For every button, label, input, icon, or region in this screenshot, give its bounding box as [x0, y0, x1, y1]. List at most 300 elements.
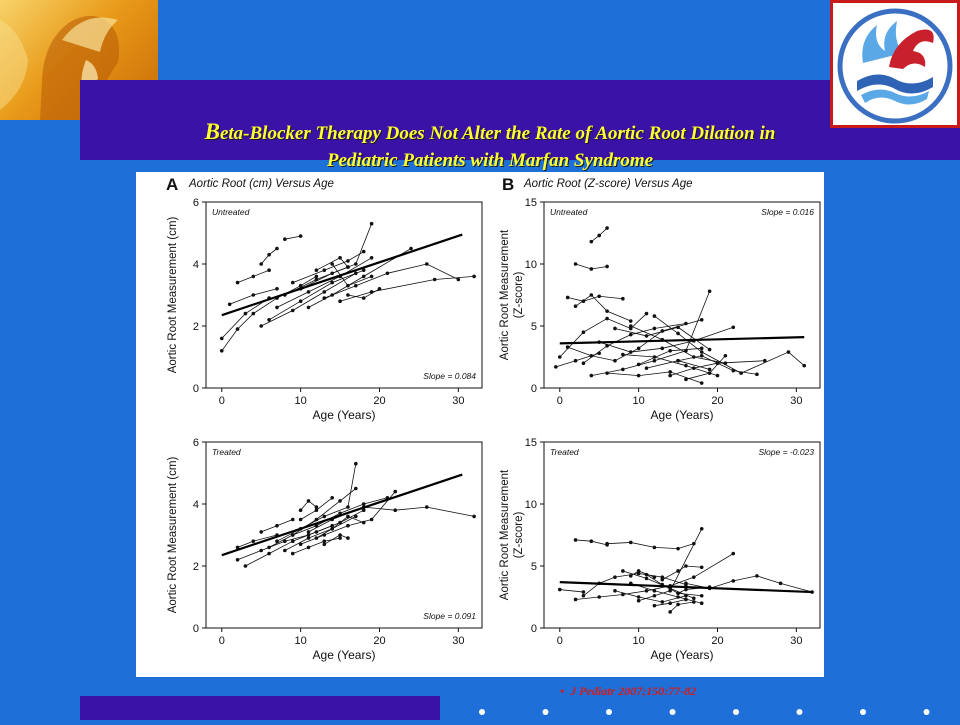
data-point [613, 589, 617, 593]
data-point [307, 530, 311, 534]
data-point [299, 543, 303, 547]
y-tick-label: 2 [192, 321, 199, 333]
x-tick-label: 20 [711, 395, 724, 407]
data-point [362, 521, 366, 525]
data-point [299, 518, 303, 522]
data-point [315, 536, 319, 540]
citation-bullet: • [560, 684, 565, 698]
subject-line [285, 236, 301, 239]
data-point [267, 268, 271, 272]
data-point [716, 374, 720, 378]
data-point [637, 347, 641, 351]
data-point [660, 578, 664, 582]
data-point [307, 290, 311, 294]
data-point [645, 577, 649, 581]
subject-line [607, 372, 702, 383]
x-axis-label: Age (Years) [650, 648, 714, 662]
data-point [370, 256, 374, 260]
data-point [700, 354, 704, 358]
data-point [259, 262, 263, 266]
data-point [299, 299, 303, 303]
subject-line [277, 464, 356, 542]
data-point [307, 536, 311, 540]
chart-1 [167, 197, 482, 422]
data-point [582, 590, 586, 594]
panel-letter-b: B [502, 175, 515, 194]
data-point [653, 327, 657, 331]
data-point [676, 603, 680, 607]
slope-annotation: Slope = 0.091 [423, 611, 476, 621]
panel-a-title: Aortic Root (cm) Versus Age [189, 178, 334, 190]
data-point [291, 533, 295, 537]
group-label: Treated [212, 447, 241, 457]
data-point [629, 324, 633, 328]
data-point [354, 262, 358, 266]
data-point [330, 262, 334, 266]
y-tick-label: 0 [192, 623, 199, 635]
flame-wave-emblem-icon [833, 3, 957, 125]
data-point [338, 533, 342, 537]
data-point [236, 558, 240, 562]
data-point [330, 272, 334, 276]
x-tick-label: 0 [218, 395, 225, 407]
data-point [244, 564, 248, 568]
data-point [763, 359, 767, 363]
data-point [275, 287, 279, 291]
data-point [684, 378, 688, 382]
data-point [597, 595, 601, 599]
data-point [220, 349, 224, 353]
data-point [378, 287, 382, 291]
data-point [315, 508, 319, 512]
x-axis-label: Age (Years) [312, 648, 376, 662]
y-tick-label: 2 [192, 561, 199, 573]
data-point [590, 539, 594, 543]
data-point [346, 259, 350, 263]
data-point [236, 327, 240, 331]
data-point [684, 582, 688, 586]
data-point [637, 374, 641, 378]
y-tick-label: 0 [530, 623, 537, 635]
data-point [653, 359, 657, 363]
decorative-dot [606, 709, 612, 715]
data-point [252, 312, 256, 316]
x-tick-label: 30 [790, 395, 803, 407]
data-point [259, 324, 263, 328]
data-point [299, 508, 303, 512]
subject-line [662, 566, 701, 580]
data-point [621, 569, 625, 573]
decorative-dot [860, 709, 866, 715]
data-point [700, 527, 704, 531]
subject-line [245, 510, 363, 566]
data-point [668, 601, 672, 605]
data-point [645, 334, 649, 338]
x-tick-label: 0 [218, 635, 225, 647]
decorative-dot [543, 709, 549, 715]
plot-frame [206, 202, 482, 388]
data-point [393, 490, 397, 494]
data-point [684, 364, 688, 368]
data-point [346, 265, 350, 269]
data-point [574, 359, 578, 363]
data-point [291, 281, 295, 285]
data-point [605, 309, 609, 313]
bottom-band [80, 696, 440, 720]
data-point [629, 333, 633, 337]
group-label: Untreated [550, 207, 588, 217]
y-tick-label: 10 [524, 499, 537, 511]
data-point [346, 515, 350, 519]
slide-title-initial: B [204, 119, 220, 144]
data-point [370, 275, 374, 279]
figure-panel [136, 172, 824, 677]
x-tick-label: 30 [452, 635, 465, 647]
data-point [322, 290, 326, 294]
x-tick-label: 0 [556, 395, 563, 407]
data-point [676, 332, 680, 336]
y-tick-label: 0 [192, 383, 199, 395]
y-axis-label: Aortic Root Measurement [499, 469, 511, 601]
data-point [700, 347, 704, 351]
data-point [676, 569, 680, 573]
data-point [708, 289, 712, 293]
decorative-dots [476, 706, 960, 720]
data-point [645, 312, 649, 316]
data-point [283, 237, 287, 241]
data-point [566, 345, 570, 349]
data-point [613, 327, 617, 331]
data-point [307, 546, 311, 550]
data-point [433, 278, 437, 282]
subject-line [607, 542, 694, 548]
x-tick-label: 20 [373, 635, 386, 647]
data-point [252, 539, 256, 543]
data-point [605, 317, 609, 321]
data-point [629, 541, 633, 545]
data-point [605, 226, 609, 230]
y-tick-label: 5 [530, 561, 537, 573]
data-point [330, 527, 334, 531]
data-point [386, 272, 390, 276]
data-point [275, 247, 279, 251]
data-point [621, 368, 625, 372]
y-tick-label: 15 [524, 437, 537, 449]
x-tick-label: 10 [632, 395, 645, 407]
data-point [645, 589, 649, 593]
data-point [653, 546, 657, 550]
data-point [637, 569, 641, 573]
data-point [574, 598, 578, 602]
data-point [291, 539, 295, 543]
data-point [472, 515, 476, 519]
y-tick-label: 4 [192, 259, 199, 271]
y-tick-label: 10 [524, 259, 537, 271]
data-point [554, 365, 558, 369]
data-point [338, 499, 342, 503]
data-point [275, 539, 279, 543]
data-point [566, 296, 570, 300]
x-tick-label: 10 [294, 635, 307, 647]
data-point [731, 552, 735, 556]
data-point [346, 524, 350, 528]
data-point [558, 588, 562, 592]
data-point [660, 347, 664, 351]
data-point [244, 312, 248, 316]
data-point [629, 319, 633, 323]
data-point [362, 250, 366, 254]
data-point [362, 275, 366, 279]
data-point [755, 574, 759, 578]
dots-svg [476, 706, 960, 720]
data-point [409, 247, 413, 251]
slide-title [90, 118, 890, 174]
citation-text: J Pediatr 2007;150:77-82 [570, 684, 697, 698]
data-point [605, 265, 609, 269]
data-point [684, 322, 688, 326]
data-point [346, 505, 350, 509]
subject-line [560, 314, 647, 357]
data-point [708, 371, 712, 375]
data-point [802, 364, 806, 368]
data-point [668, 610, 672, 614]
data-point [472, 275, 476, 279]
data-point [582, 330, 586, 334]
data-point [597, 234, 601, 238]
data-point [700, 381, 704, 385]
subject-line [591, 291, 709, 375]
data-point [668, 349, 672, 353]
data-point [338, 536, 342, 540]
data-point [370, 222, 374, 226]
data-point [291, 518, 295, 522]
data-point [700, 565, 704, 569]
slide-title-line1: eta-Blocker Therapy Does Not Alter the Rate of Aortic Root Dilation in [219, 123, 776, 144]
data-point [590, 374, 594, 378]
data-point [597, 294, 601, 298]
data-point [653, 589, 657, 593]
x-tick-label: 20 [373, 395, 386, 407]
data-point [354, 462, 358, 466]
y-tick-label: 6 [192, 437, 199, 449]
data-point [708, 348, 712, 352]
data-point [590, 267, 594, 271]
data-point [362, 502, 366, 506]
data-point [676, 325, 680, 329]
decorative-dot [924, 709, 930, 715]
subject-line [324, 535, 348, 544]
data-point [574, 538, 578, 542]
data-point [676, 595, 680, 599]
x-axis-label: Age (Years) [650, 408, 714, 422]
data-point [228, 303, 232, 307]
data-point [653, 604, 657, 608]
data-point [708, 368, 712, 372]
data-point [315, 505, 319, 509]
data-point [330, 281, 334, 285]
x-tick-label: 30 [790, 635, 803, 647]
subject-line [238, 535, 277, 547]
data-point [668, 374, 672, 378]
data-point [275, 306, 279, 310]
data-point [621, 297, 625, 301]
data-point [629, 350, 633, 354]
data-point [307, 499, 311, 503]
data-point [346, 284, 350, 288]
data-point [322, 268, 326, 272]
data-point [629, 574, 633, 578]
data-point [425, 505, 429, 509]
data-point [700, 318, 704, 322]
data-point [692, 575, 696, 579]
data-point [700, 594, 704, 598]
data-point [653, 594, 657, 598]
data-point [590, 293, 594, 297]
y-tick-label: 6 [192, 197, 199, 209]
data-point [362, 296, 366, 300]
citation [560, 684, 880, 698]
data-point [267, 318, 271, 322]
data-point [692, 600, 696, 604]
data-point [653, 575, 657, 579]
data-point [613, 359, 617, 363]
data-point [700, 350, 704, 354]
data-point [590, 240, 594, 244]
panel-b-title: Aortic Root (Z-score) Versus Age [524, 178, 693, 190]
data-layer [558, 527, 814, 614]
flame-wave-emblem-logo [830, 0, 960, 128]
y-tick-label: 5 [530, 321, 537, 333]
data-point [637, 363, 641, 367]
subject-line [560, 590, 584, 592]
decorative-dot [479, 709, 485, 715]
data-point [346, 536, 350, 540]
data-point [660, 600, 664, 604]
data-point [731, 579, 735, 583]
data-point [338, 299, 342, 303]
data-point [322, 543, 326, 547]
data-point [582, 594, 586, 598]
data-point [692, 596, 696, 600]
figure-svg [136, 172, 824, 677]
x-tick-label: 10 [632, 635, 645, 647]
data-point [299, 234, 303, 238]
data-point [787, 350, 791, 354]
regression-line [222, 475, 463, 556]
plot-frame [206, 442, 482, 628]
decorative-dot [670, 709, 676, 715]
data-point [605, 542, 609, 546]
data-point [354, 487, 358, 491]
chart-3 [167, 437, 482, 662]
data-point [613, 575, 617, 579]
data-point [236, 281, 240, 285]
data-point [645, 366, 649, 370]
data-point [267, 253, 271, 257]
data-point [315, 530, 319, 534]
data-point [779, 582, 783, 586]
data-point [354, 284, 358, 288]
data-point [676, 359, 680, 363]
x-tick-label: 0 [556, 635, 563, 647]
data-point [259, 530, 263, 534]
data-point [322, 296, 326, 300]
data-point [731, 325, 735, 329]
data-point [283, 549, 287, 553]
panel-letter-a: A [166, 175, 179, 194]
data-point [259, 549, 263, 553]
regression-line [560, 337, 804, 343]
data-point [252, 293, 256, 297]
group-label: Untreated [212, 207, 250, 217]
data-layer [554, 226, 806, 385]
y-tick-label: 4 [192, 499, 199, 511]
chart-4 [499, 437, 820, 662]
data-point [315, 275, 319, 279]
y-axis-label: Aortic Root Measurement (cm) [167, 456, 179, 614]
x-axis-label: Age (Years) [312, 408, 376, 422]
data-point [676, 547, 680, 551]
data-point [322, 515, 326, 519]
data-point [220, 337, 224, 341]
subject-line [556, 353, 599, 367]
data-point [637, 595, 641, 599]
data-point [724, 354, 728, 358]
y-axis-label: Aortic Root Measurement [499, 229, 511, 361]
data-point [393, 508, 397, 512]
data-point [322, 539, 326, 543]
decorative-dot [797, 709, 803, 715]
data-point [755, 373, 759, 377]
data-point [558, 355, 562, 359]
data-point [338, 256, 342, 260]
data-point [692, 366, 696, 370]
data-point [307, 306, 311, 310]
data-point [668, 370, 672, 374]
subject-line [293, 252, 364, 283]
data-point [291, 552, 295, 556]
data-layer [222, 462, 476, 568]
slope-annotation: Slope = 0.016 [761, 207, 814, 217]
data-point [684, 564, 688, 568]
data-point [684, 588, 688, 592]
y-tick-label: 15 [524, 197, 537, 209]
data-point [684, 598, 688, 602]
x-tick-label: 30 [452, 395, 465, 407]
slope-annotation: Slope = 0.084 [423, 371, 476, 381]
data-point [574, 304, 578, 308]
data-point [370, 518, 374, 522]
y-axis-label: (Z-score) [513, 271, 525, 319]
y-axis-label: Aortic Root Measurement (cm) [167, 216, 179, 374]
data-point [346, 293, 350, 297]
slope-annotation: Slope = -0.023 [758, 447, 814, 457]
subject-line [670, 602, 694, 612]
data-point [676, 591, 680, 595]
data-point [653, 314, 657, 318]
data-layer [220, 222, 476, 353]
slide-title-line2: Pediatric Patients with Marfan Syndrome [326, 150, 654, 171]
data-point [425, 262, 429, 266]
data-point [330, 496, 334, 500]
data-point [457, 278, 461, 282]
data-point [354, 515, 358, 519]
data-point [574, 262, 578, 266]
data-point [267, 552, 271, 556]
decorative-dot [733, 709, 739, 715]
data-point [252, 275, 256, 279]
data-point [597, 351, 601, 355]
